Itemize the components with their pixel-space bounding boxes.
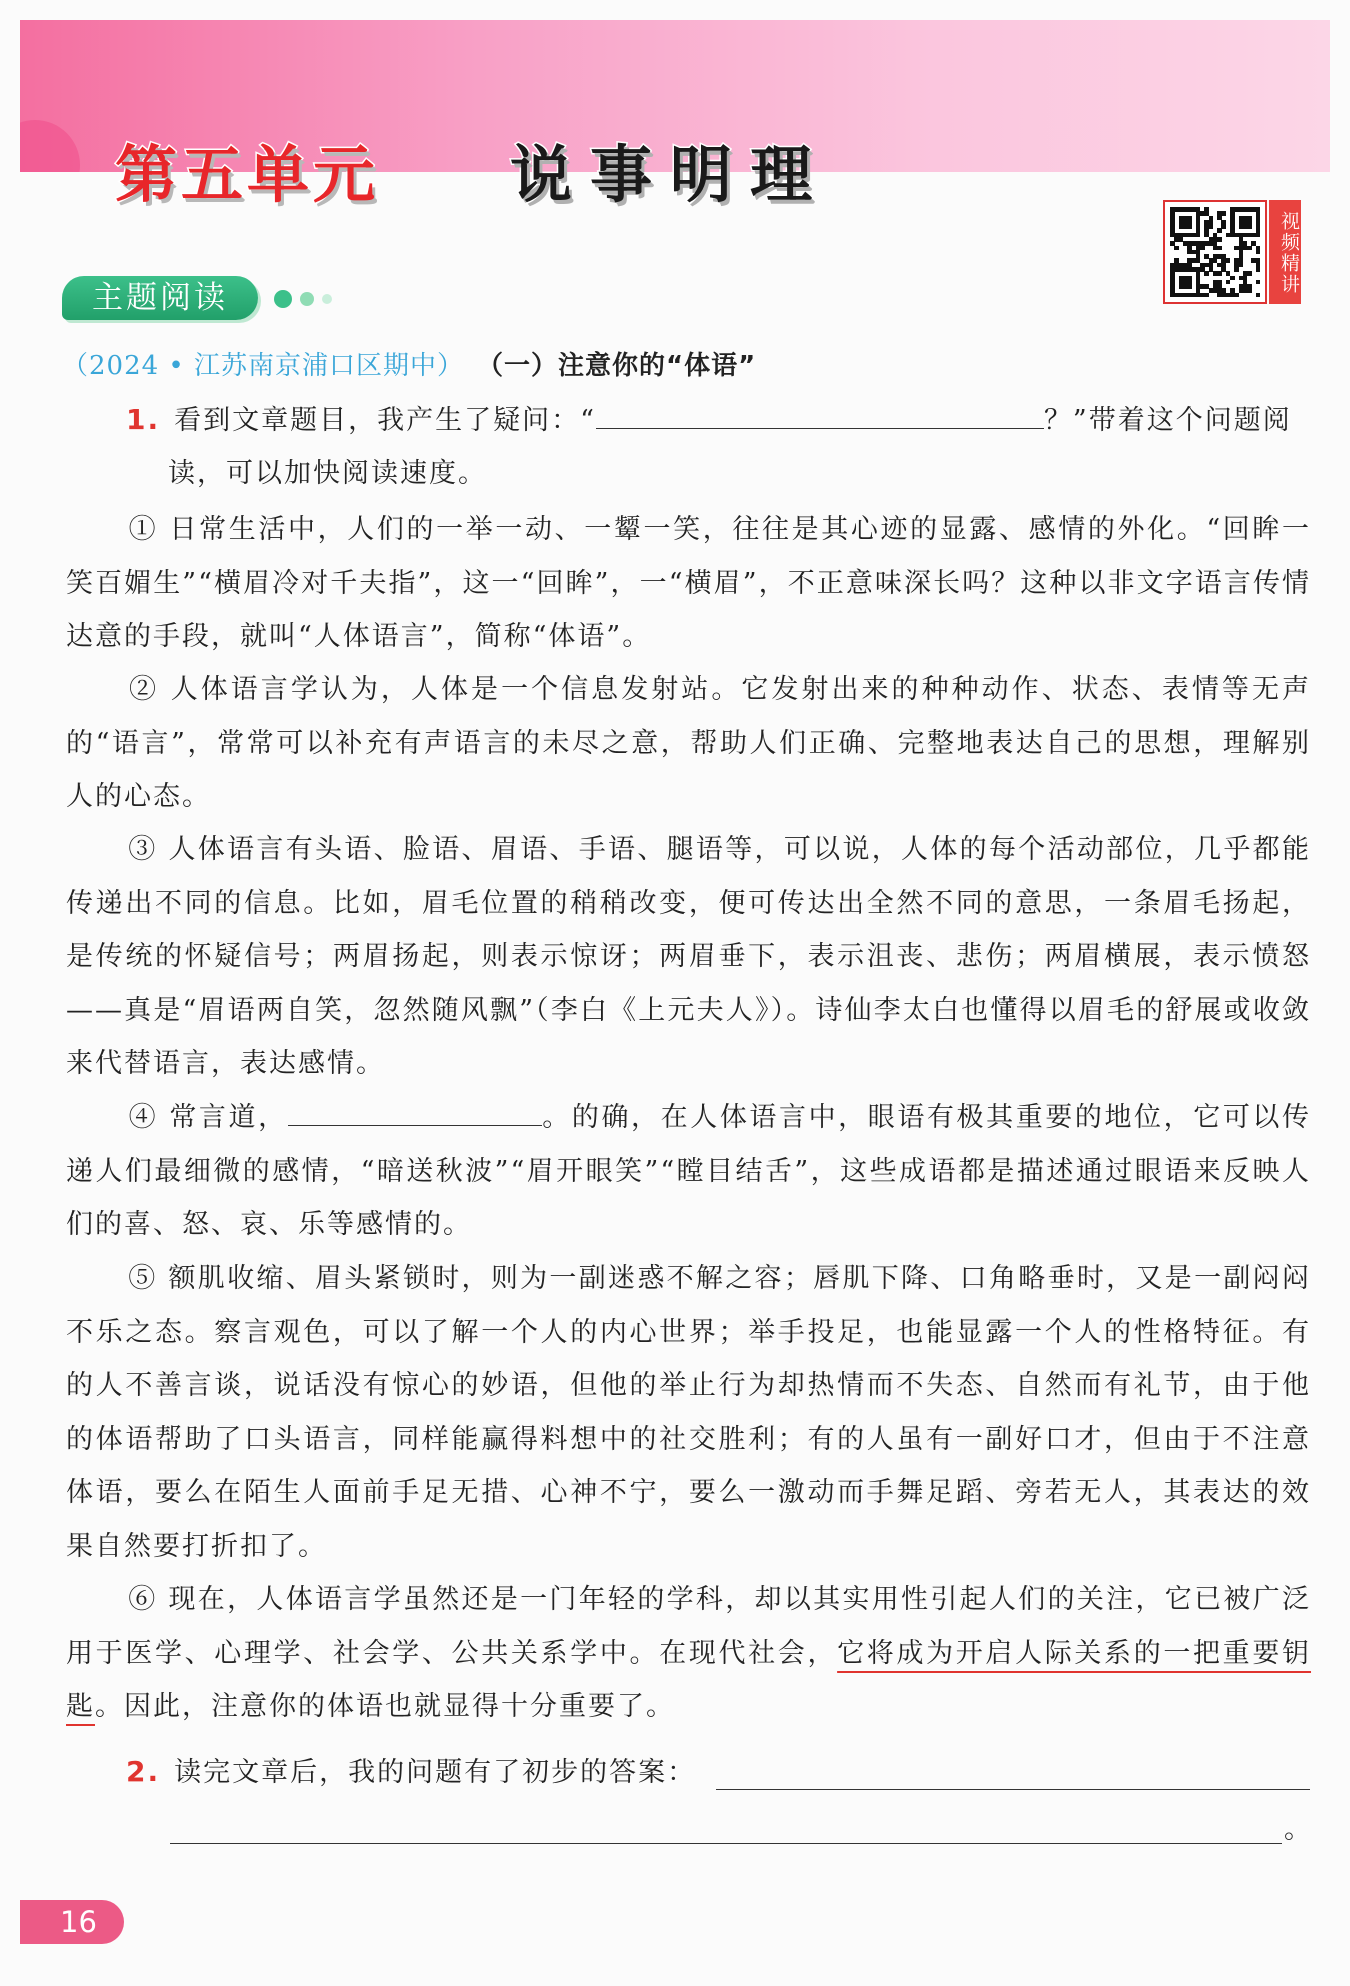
answer-line[interactable] bbox=[716, 1789, 1310, 1790]
qr-code-pattern bbox=[1170, 207, 1260, 297]
question-text: 看到文章题目，我产生了疑问：“ bbox=[174, 405, 596, 436]
article-title: （一）注意你的“体语” bbox=[490, 351, 757, 381]
paragraph-1: ① 日常生活中，人们的一举一动、一颦一笑，往往是其心迹的显露、感情的外化。“回眸一笑百媚生”“横眉冷对千夫指”，这一“回眸”，一“横眉”，不正意味深长吗？这种以非文字语言传情达意的手段，就叫“人体语言”，简称“体语”。 bbox=[66, 514, 1311, 652]
answer-end-mark: 。 bbox=[1284, 1814, 1311, 1845]
reading-header bbox=[62, 348, 1312, 384]
question-text: 读完文章后，我的问题有了初步的答案： bbox=[174, 1757, 697, 1788]
question-1-line2: 读，可以加快阅读速度。 bbox=[168, 458, 487, 489]
answer-line[interactable] bbox=[170, 1843, 1282, 1844]
question-number: 2. bbox=[126, 1755, 161, 1788]
qr-code-icon[interactable] bbox=[1163, 200, 1267, 304]
question-text-after: ？”带着这个问题阅 bbox=[1043, 405, 1292, 436]
question-number: 1. bbox=[126, 403, 161, 436]
paragraph-6: ⑥ 现在，人体语言学虽然还是一门年轻的学科，却以其实用性引起人们的关注，它已被广泛用于医学、心理学、社会学、公共关系学中。在现代社会，它将成为开启人际关系的一把重要钥匙。因此，注意你的体语也就显得十分重要了。 bbox=[66, 1584, 1312, 1722]
paragraph-4: ④ 常言道， 。的确，在人体语言中，眼语有极其重要的地位，它可以传递人们最细微的感情，“暗送秋波”“眉开眼笑”“瞠目结舌”，这些成语都是描述通过眼语来反映人们的喜、怒、哀、乐等感情的。 bbox=[66, 1091, 1311, 1252]
reading-source: （2024 • 江苏南京浦口区期中） bbox=[62, 351, 465, 381]
question-2 bbox=[126, 1750, 696, 1795]
qr-video-label: 视频精讲 bbox=[1269, 200, 1301, 304]
answer-blank[interactable] bbox=[288, 1097, 542, 1126]
answer-blank[interactable] bbox=[596, 400, 1044, 429]
unit-title: 第五单元 bbox=[115, 138, 380, 211]
question-1 bbox=[126, 398, 1292, 443]
paragraph-5: ⑤ 额肌收缩、眉头紧锁时，则为一副迷惑不解之容；唇肌下降、口角略垂时，又是一副闷闷不乐之态。察言观色，可以了解一个人的内心世界；举手投足，也能显露一个人的性格特征。有的人不善言谈，说话没有惊心的妙语，但他的举止行为却热情而不失态、自然而有礼节，由于他的体语帮助了口头语言，同样能赢得料想中的社交胜利；有的人虽有一副好口才，但由于不注意体语，要么在陌生人面前手足无措、心神不宁，要么一激动而手舞足蹈、旁若无人，其表达的效果自然要打折扣了。 bbox=[66, 1263, 1311, 1562]
dot-icon bbox=[322, 294, 332, 304]
dot-icon bbox=[300, 292, 314, 306]
paragraph-2: ② 人体语言学认为，人体是一个信息发射站。它发射出来的种种动作、状态、表情等无声的“语言”，常常可以补充有声语言的未尽之意，帮助人们正确、完整地表达自己的思想，理解别人的心态。 bbox=[66, 674, 1311, 812]
dot-icon bbox=[274, 290, 292, 308]
paragraph-3: ③ 人体语言有头语、脸语、眉语、手语、腿语等，可以说，人体的每个活动部位，几乎都能传递出不同的信息。比如，眉毛位置的稍稍改变，便可传达出全然不同的意思，一条眉毛扬起，是传统的怀疑信号；两眉扬起，则表示惊讶；两眉垂下，表示沮丧、悲伤；两眉横展，表示愤怒——真是“眉语两自笑，忽然随风飘”（李白《上元夫人》）。诗仙李太白也懂得以眉毛的舒展或收敛来代替语言，表达感情。 bbox=[66, 834, 1311, 1079]
page-number: 16 bbox=[20, 1900, 124, 1944]
section-tag: 主题阅读 bbox=[62, 276, 258, 320]
unit-subtitle: 说事明理 bbox=[510, 138, 831, 211]
underlined-sentence: 它将成为开启人际关系的一把重要钥匙 bbox=[66, 1637, 1312, 1722]
